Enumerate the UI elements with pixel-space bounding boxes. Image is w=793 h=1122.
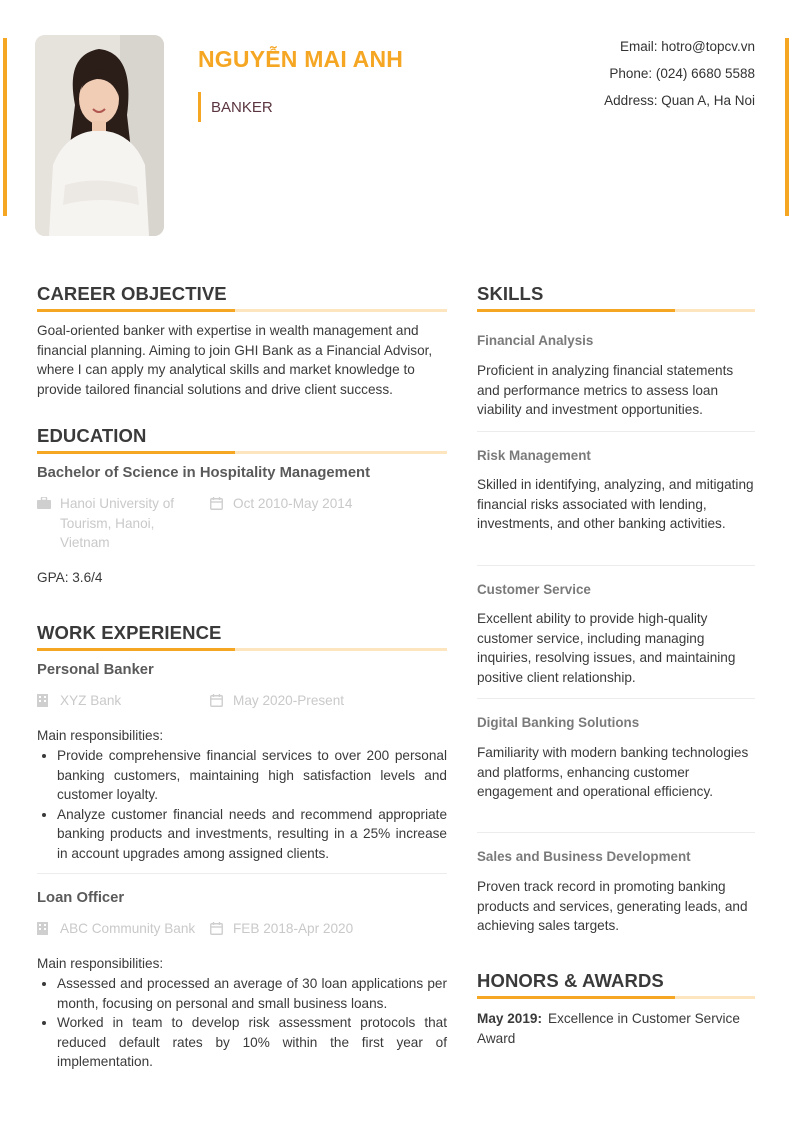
calendar-icon — [210, 919, 226, 939]
job-role: Loan Officer — [37, 890, 125, 906]
divider — [37, 873, 447, 874]
career-objective-heading: CAREER OBJECTIVE — [37, 283, 227, 304]
list-item: Analyze customer financial needs and recommend appropriate banking products and investments, resulting in a 25% increase in account upgrades among assigned clients. — [37, 805, 447, 864]
job-company-meta — [37, 919, 195, 939]
job-company: ABC Community Bank — [60, 921, 196, 936]
education-school-meta — [37, 494, 197, 553]
briefcase-icon — [37, 494, 53, 553]
skills-heading: SKILLS — [477, 283, 544, 304]
building-icon — [37, 919, 53, 939]
job-title-block — [198, 92, 273, 122]
skill-description: Familiarity with modern banking technologies and platforms, enhancing customer engagement and operational efficiency. — [477, 745, 749, 800]
skill-description: Proficient in analyzing financial statements and performance metrics to assess loan viability and investment opportunities. — [477, 363, 734, 418]
job-dates-meta — [210, 691, 344, 711]
list-item: Provide comprehensive financial services to over 200 personal banking customers, maintaining high satisfaction levels and customer loyalty. — [37, 746, 447, 805]
career-objective-rule — [37, 309, 447, 312]
work-experience-rule — [37, 648, 447, 651]
skill-name: Digital Banking Solutions — [477, 715, 640, 730]
contact-phone[interactable]: Phone: (024) 6680 5588 — [609, 66, 755, 81]
job-responsibilities-list — [37, 974, 447, 1072]
award-item — [477, 1009, 755, 1048]
skill-description: Skilled in identifying, analyzing, and mitigating financial risks associated with lending, investments, and other banking activities. — [477, 477, 754, 532]
building-icon — [37, 691, 53, 711]
contact-address: Address: Quan A, Ha Noi — [604, 93, 755, 108]
education-heading: EDUCATION — [37, 425, 147, 446]
award-date: May 2019: — [477, 1011, 542, 1026]
contact-email[interactable]: Email: hotro@topcv.vn — [619, 39, 755, 54]
education-dates: Oct 2010-May 2014 — [233, 496, 353, 511]
job-responsibilities-list — [37, 746, 447, 864]
profile-photo — [35, 35, 164, 236]
job-title: BANKER — [211, 98, 273, 116]
calendar-icon — [210, 494, 226, 514]
education-school: Hanoi University of Tourism, Hanoi, Vietnam — [60, 496, 175, 551]
skill-name: Financial Analysis — [477, 333, 594, 348]
left-accent-bar — [3, 38, 7, 216]
calendar-icon — [210, 691, 226, 711]
job-dates: May 2020-Present — [233, 693, 345, 708]
education-degree: Bachelor of Science in Hospitality Management — [37, 465, 371, 481]
job-responsibilities-label: Main responsibilities: — [37, 728, 164, 743]
contact-info — [604, 38, 755, 119]
candidate-name: NGUYỄN MAI ANH — [198, 46, 404, 72]
skills-rule — [477, 309, 755, 312]
job-responsibilities-label: Main responsibilities: — [37, 956, 164, 971]
job-dates-meta — [210, 919, 353, 939]
list-item: Worked in team to develop risk assessment protocols that reduced default rates by 10% within the first year of implementation. — [37, 1013, 447, 1072]
work-experience-heading: WORK EXPERIENCE — [37, 622, 222, 643]
skill-name: Risk Management — [477, 448, 591, 463]
job-role: Personal Banker — [37, 662, 154, 678]
divider — [477, 431, 755, 432]
job-dates: FEB 2018-Apr 2020 — [233, 921, 354, 936]
education-dates-meta — [210, 494, 352, 514]
education-rule — [37, 451, 447, 454]
honors-rule — [477, 996, 755, 999]
divider — [477, 565, 755, 566]
divider — [477, 698, 755, 699]
divider — [477, 832, 755, 833]
job-company-meta — [37, 691, 121, 711]
job-company: XYZ Bank — [60, 693, 122, 708]
skill-description: Excellent ability to provide high-quality customer service, including managing inquiries, resolving issues, and maintaining positive client relationship. — [477, 611, 736, 685]
award-text: Excellence in Customer Service Award — [477, 1011, 740, 1046]
honors-heading: HONORS & AWARDS — [477, 970, 664, 991]
skill-name: Customer Service — [477, 582, 591, 597]
career-objective-text: Goal-oriented banker with expertise in wealth management and financial planning. Aiming to join GHI Bank as a Financial Advisor, where I can apply my analytical skills and market knowledge to provide tailored financial solutions and drive client success. — [37, 323, 433, 397]
skill-name: Sales and Business Development — [477, 849, 691, 864]
list-item: Assessed and processed an average of 30 loan applications per month, focusing on personal and small business loans. — [37, 974, 447, 1013]
right-accent-bar — [785, 38, 789, 216]
skill-description: Proven track record in promoting banking products and services, generating leads, and achieving sales targets. — [477, 879, 748, 934]
education-gpa: GPA: 3.6/4 — [37, 570, 103, 585]
